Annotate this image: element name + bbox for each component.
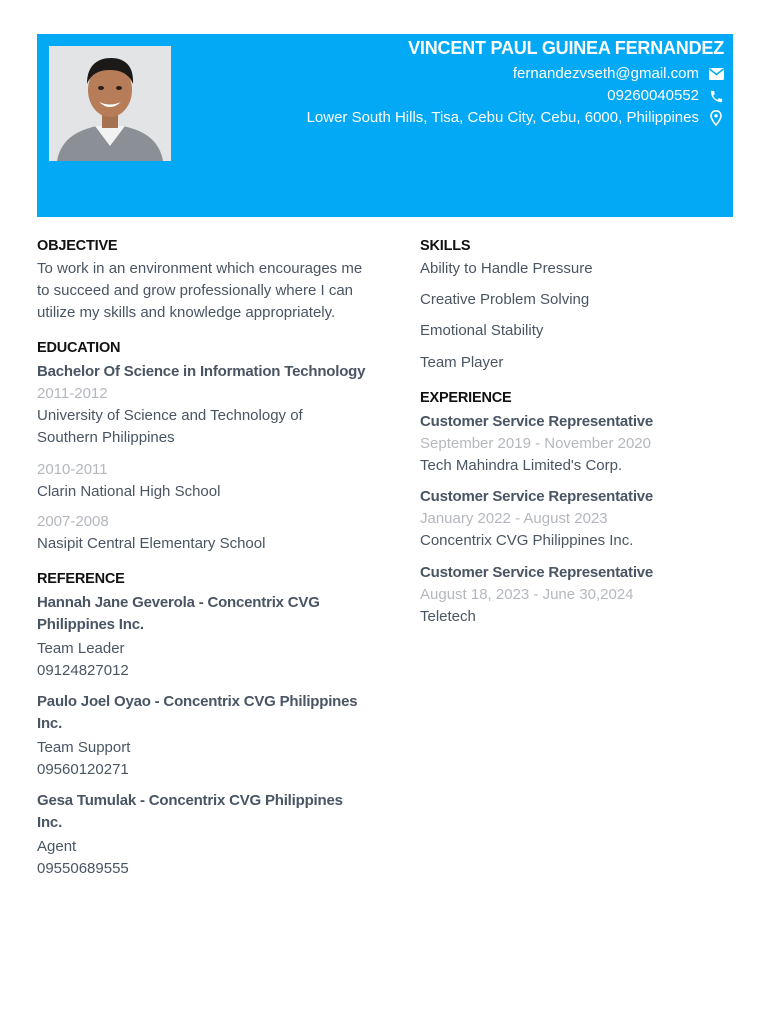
skills-section [420, 236, 740, 374]
experience-company: Concentrix CVG Philippines Inc. [420, 532, 634, 549]
experience-item [420, 486, 740, 552]
experience-title: EXPERIENCE [420, 390, 512, 406]
reference-title: REFERENCE [37, 571, 125, 587]
reference-name: Gesa Tumulak - Concentrix CVG Philippines Inc. [37, 792, 343, 831]
map-pin-icon [708, 110, 724, 126]
reference-section [37, 569, 367, 880]
experience-dates: August 18, 2023 - June 30,2024 [420, 586, 634, 603]
education-item [37, 361, 367, 449]
education-years: 2010-2011 [37, 461, 108, 478]
experience-item [420, 562, 740, 628]
full-name: VINCENT PAUL GUINEA FERNANDEZ [408, 38, 724, 58]
education-years: 2007-2008 [37, 513, 109, 530]
address-text: Lower South Hills, Tisa, Cebu City, Cebu, 6000, Philippines [306, 109, 699, 126]
skills-title: SKILLS [420, 238, 471, 254]
education-section [37, 338, 367, 555]
education-degree: Bachelor Of Science in Information Technology [37, 363, 366, 380]
experience-position: Customer Service Representative [420, 488, 654, 505]
reference-phone: 09124827012 [37, 662, 129, 679]
experience-section [420, 388, 740, 628]
education-title: EDUCATION [37, 340, 121, 356]
email-row [307, 63, 724, 85]
reference-item [37, 790, 367, 880]
profile-photo-image [49, 46, 171, 161]
skill-item: Ability to Handle Pressure [420, 260, 593, 277]
experience-dates: September 2019 - November 2020 [420, 435, 651, 452]
education-years: 2011-2012 [37, 385, 108, 402]
experience-dates: January 2022 - August 2023 [420, 510, 608, 527]
education-item [37, 459, 367, 503]
experience-item [420, 411, 740, 477]
objective-title: OBJECTIVE [37, 238, 118, 254]
experience-company: Tech Mahindra Limited's Corp. [420, 457, 623, 474]
education-school: Clarin National High School [37, 483, 221, 500]
phone-row [307, 85, 724, 107]
left-column [37, 236, 367, 880]
phone-icon [708, 88, 724, 104]
education-school: Nasipit Central Elementary School [37, 535, 266, 552]
experience-position: Customer Service Representative [420, 413, 654, 430]
experience-company: Teletech [420, 608, 476, 625]
reference-item [37, 592, 367, 682]
right-column [420, 236, 740, 628]
skill-item: Emotional Stability [420, 322, 544, 339]
address-row [307, 107, 724, 129]
reference-phone: 09550689555 [37, 860, 129, 877]
profile-photo [49, 46, 171, 161]
email-text[interactable]: fernandezvseth@gmail.com [512, 65, 699, 82]
reference-name: Paulo Joel Oyao - Concentrix CVG Philippines Inc. [37, 693, 358, 732]
reference-phone: 09560120271 [37, 761, 129, 778]
envelope-icon [708, 66, 724, 82]
education-item [37, 511, 367, 555]
reference-role: Team Support [37, 739, 131, 756]
reference-role: Team Leader [37, 640, 125, 657]
reference-name: Hannah Jane Geverola - Concentrix CVG Philippines Inc. [37, 594, 320, 633]
education-school: University of Science and Technology of Southern Philippines [37, 407, 303, 446]
skill-item: Creative Problem Solving [420, 291, 590, 308]
reference-item [37, 691, 367, 781]
experience-position: Customer Service Representative [420, 564, 654, 581]
reference-role: Agent [37, 838, 77, 855]
objective-section [37, 236, 367, 324]
objective-text: To work in an environment which encourages me to succeed and grow professionally where I can utilize my skills and knowledge appropriately. [37, 260, 363, 321]
skill-item: Team Player [420, 354, 504, 371]
phone-text[interactable]: 09260040552 [607, 87, 699, 104]
resume-header [37, 34, 733, 217]
